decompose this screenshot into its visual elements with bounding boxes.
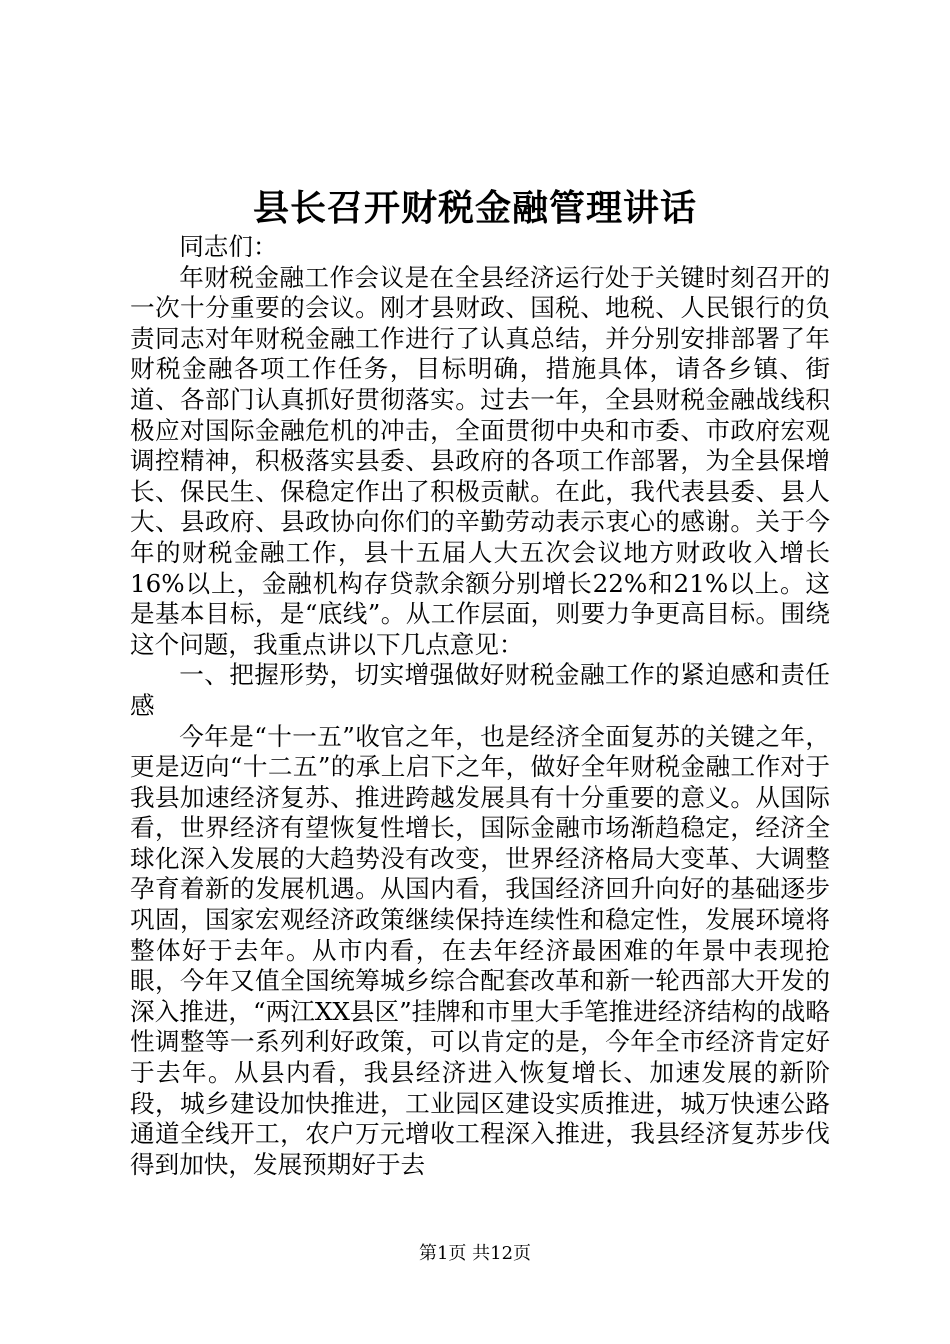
salutation: 同志们：	[179, 232, 278, 261]
section-heading: 一、把握形势，切实增强做好财税金融工作的紧迫感和责任感	[130, 660, 830, 720]
paragraph-intro: 年财税金融工作会议是在全县经济运行处于关键时刻召开的一次十分重要的会议。刚才县财政、国税、地税、人民银行的负责同志对年财税金融工作进行了认真总结，并分别安排部署了年财税金融各项工作任务，目标明确，措施具体，请各乡镇、街道、各部门认真抓好贯彻落实。过去一年，全县财税金融战线积极应对国际金融危机的冲击，全面贯彻中央和市委、市政府宏观调控精神，积极落实县委、县政府的各项工作部署，为全县保增长、保民生、保稳定作出了积极贡献。在此，我代表县委、县人大、县政府、县政协向你们的辛勤劳动表示衷心的感谢。关于今年的财税金融工作，县十五届人大五次会议地方财政收入增长16%以上，金融机构存贷款余额分别增长22%和21%以上。这是基本目标，是“底线”。从工作层面，则要力争更高目标。围绕这个问题，我重点讲以下几点意见：	[130, 262, 830, 659]
document-body	[130, 232, 830, 1180]
page-footer: 第1页 共12页	[418, 1243, 532, 1264]
paragraph-situation: 今年是“十一五”收官之年，也是经济全面复苏的关键之年，更是迈向“十二五”的承上启下之年，做好全年财税金融工作对于我县加速经济复苏、推进跨越发展具有十分重要的意义。从国际看，世界经济有望恢复性增长，国际金融市场渐趋稳定，经济全球化深入发展的大趋势没有改变，世界经济格局大变革、大调整孕育着新的发展机遇。从国内看，我国经济回升向好的基础逐步巩固，国家宏观经济政策继续保持连续性和稳定性，发展环境将整体好于去年。从市内看，在去年经济最困难的年景中表现抢眼，今年又值全国统筹城乡综合配套改革和新一轮西部大开发的深入推进，“两江XX县区”挂牌和市里大手笔推进经济结构的战略性调整等一系列利好政策，可以肯定的是，今年全市经济肯定好于去年。从县内看，我县经济进入恢复增长、加速发展的新阶段，城乡建设加快推进，工业园区建设实质推进，城万快速公路通道全线开工，农户万元增收工程深入推进，我县经济复苏步伐得到加快，发展预期好于去	[130, 721, 830, 1179]
document-title: 县长召开财税金融管理讲话	[252, 187, 697, 229]
